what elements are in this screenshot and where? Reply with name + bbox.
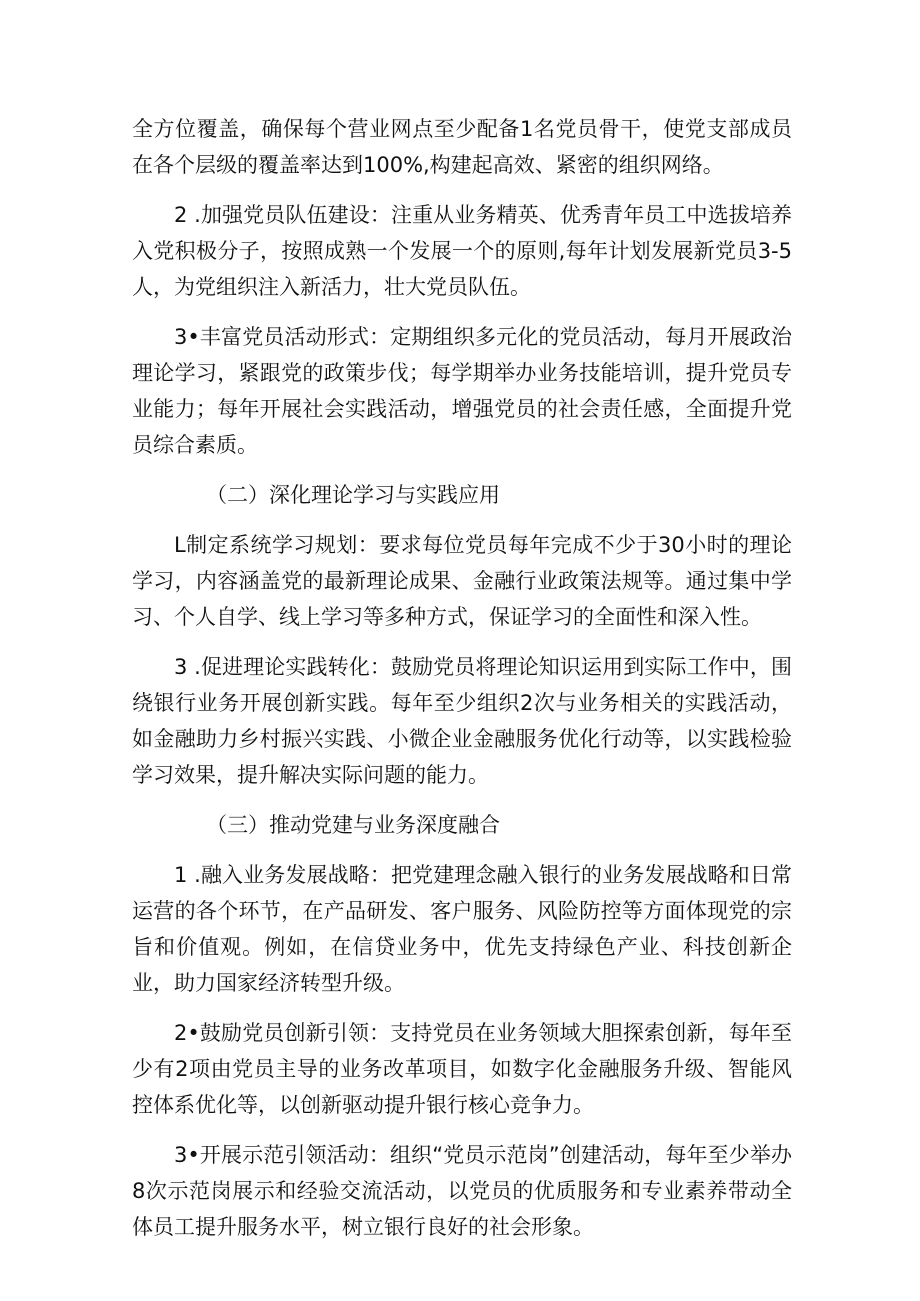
paragraph-item-2-innovation: 2•鼓励党员创新引领：支持党员在业务领域大胆探索创新，每年至少有2项由党员主导的业务改革项目，如数字化金融服务升级、智能风控体系优化等，以创新驱动提升银行核心竞争力。 <box>132 1021 792 1117</box>
paragraph-item-3-activities: 3•丰富党员活动形式：定期组织多元化的党员活动，每月开展政治理论学习，紧跟党的政策步伐；每学期举办业务技能培训，提升党员专业能力；每年开展社会实践活动，增强党员的社会责任感，全面提升党员综合素质。 <box>132 325 792 457</box>
paragraph-continuation: 全方位覆盖，确保每个营业网点至少配备1名党员骨干，使党支部成员在各个层级的覆盖率达到100%,构建起高效、紧密的组织网络。 <box>132 117 792 177</box>
paragraph-item-3-practice: 3 .促进理论实践转化：鼓励党员将理论知识运用到实际工作中，围绕银行业务开展创新实践。每年至少组织2次与业务相关的实践活动，如金融助力乡村振兴实践、小微企业金融服务优化行动等，以实践检验学习效果，提升解决实际问题的能力。 <box>132 655 792 787</box>
section-heading-2: （二）深化理论学习与实践应用 <box>206 483 500 507</box>
paragraph-item-2-team-building: 2 .加强党员队伍建设：注重从业务精英、优秀青年员工中选拔培养入党积极分子，按照成熟一个发展一个的原则,每年计划发展新党员3-5人，为党组织注入新活力，壮大党员队伍。 <box>132 203 792 299</box>
paragraph-item-3-demonstration: 3•开展示范引领活动：组织“党员示范岗”创建活动，每年至少举办8次示范岗展示和经验交流活动，以党员的优质服务和专业素养带动全体员工提升服务水平，树立银行良好的社会形象。 <box>132 1143 792 1239</box>
paragraph-item-1-strategy: 1 .融入业务发展战略：把党建理念融入银行的业务发展战略和日常运营的各个环节，在产品研发、客户服务、风险防控等方面体现党的宗旨和价值观。例如，在信贷业务中，优先支持绿色产业、科技创新企业，助力国家经济转型升级。 <box>132 863 792 995</box>
document-body <box>132 111 792 1259</box>
section-heading-3: （三）推动党建与业务深度融合 <box>206 813 500 837</box>
paragraph-item-1-study-plan: L制定系统学习规划：要求每位党员每年完成不少于30小时的理论学习，内容涵盖党的最新理论成果、金融行业政策法规等。通过集中学习、个人自学、线上学习等多种方式，保证学习的全面性和深入性。 <box>132 533 792 629</box>
